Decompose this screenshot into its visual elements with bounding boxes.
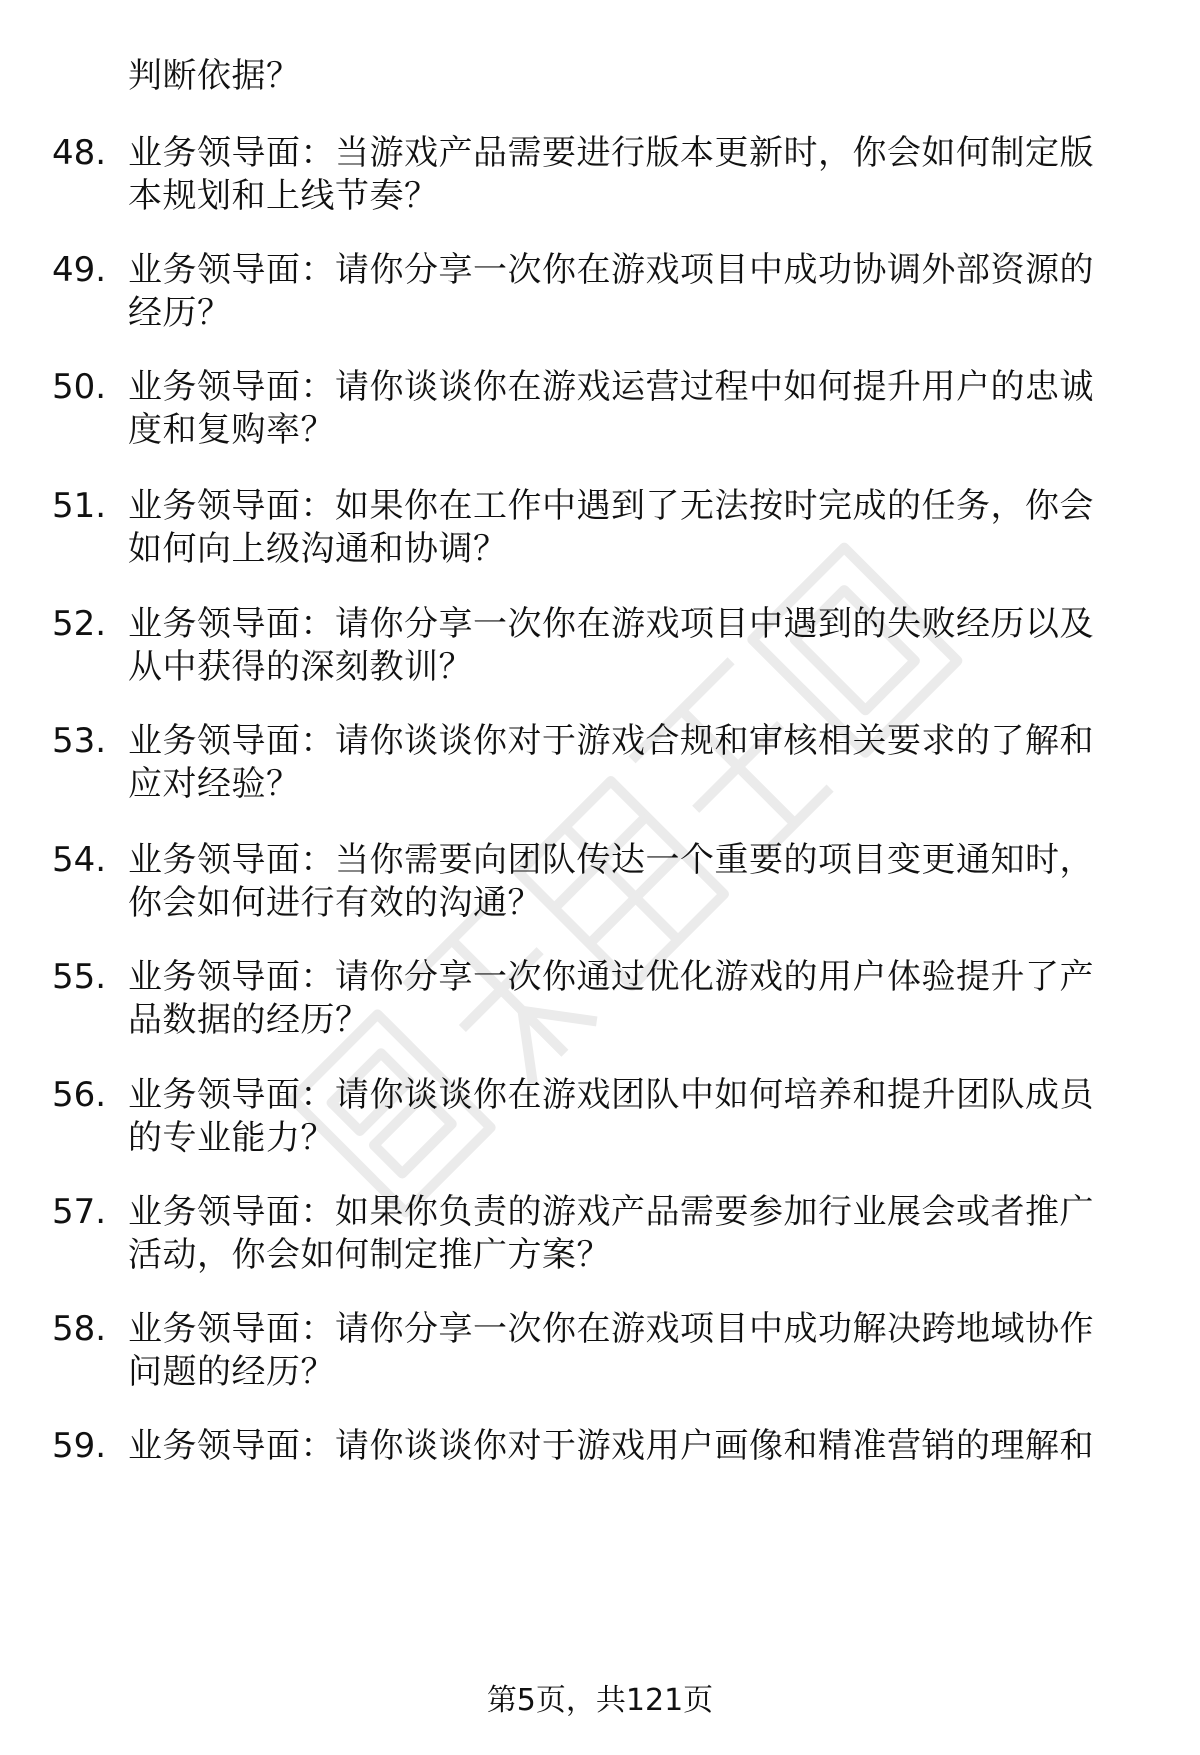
question-line: 业务领导面：请你分享一次你通过优化游戏的用户体验提升了产: [128, 957, 1094, 997]
question-line: 业务领导面：如果你负责的游戏产品需要参加行业展会或者推广: [128, 1192, 1094, 1232]
question-line: 本规划和上线节奏？: [128, 176, 439, 216]
question-line: 业务领导面：请你分享一次你在游戏项目中遇到的失败经历以及: [128, 604, 1094, 644]
question-line: 业务领导面：请你谈谈你在游戏运营过程中如何提升用户的忠诚: [128, 367, 1094, 407]
question-line: 业务领导面：请你谈谈你对于游戏合规和审核相关要求的了解和: [128, 721, 1094, 761]
question-number: 55.: [52, 957, 107, 997]
question-line: 业务领导面：当游戏产品需要进行版本更新时，你会如何制定版: [128, 133, 1094, 173]
question-line: 业务领导面：请你分享一次你在游戏项目中成功协调外部资源的: [128, 250, 1094, 290]
question-line: 从中获得的深刻教训？: [128, 647, 473, 687]
question-line: 的专业能力？: [128, 1118, 335, 1158]
question-line: 度和复购率？: [128, 410, 335, 450]
question-line: 业务领导面：请你分享一次你在游戏项目中成功解决跨地域协作: [128, 1309, 1094, 1349]
question-line: 活动，你会如何制定推广方案？: [128, 1235, 611, 1275]
question-line: 业务领导面：如果你在工作中遇到了无法按时完成的任务，你会: [128, 486, 1094, 526]
question-line: 如何向上级沟通和协调？: [128, 529, 508, 569]
question-number: 50.: [52, 367, 107, 407]
question-number: 57.: [52, 1192, 107, 1232]
question-number: 56.: [52, 1075, 107, 1115]
question-line: 经历？: [128, 293, 232, 333]
question-line: 你会如何进行有效的沟通？: [128, 883, 542, 923]
question-line: 问题的经历？: [128, 1352, 335, 1392]
question-number: 49.: [52, 250, 107, 290]
question-line: 应对经验？: [128, 764, 301, 804]
question-number: 59.: [52, 1426, 107, 1466]
question-line: 品数据的经历？: [128, 1000, 370, 1040]
question-number: 52.: [52, 604, 107, 644]
question-number: 53.: [52, 721, 107, 761]
question-number: 54.: [52, 840, 107, 880]
page-footer: 第5页，共121页: [486, 1683, 714, 1718]
question-number: 51.: [52, 486, 107, 526]
continued-line: 判断依据？: [128, 56, 301, 96]
question-line: 业务领导面：请你谈谈你在游戏团队中如何培养和提升团队成员: [128, 1075, 1094, 1115]
question-number: 58.: [52, 1309, 107, 1349]
watermark-logo: [215, 470, 1035, 1290]
question-line: 业务领导面：请你谈谈你对于游戏用户画像和精准营销的理解和: [128, 1426, 1094, 1466]
question-line: 业务领导面：当你需要向团队传达一个重要的项目变更通知时，: [128, 840, 1094, 880]
question-number: 48.: [52, 133, 107, 173]
